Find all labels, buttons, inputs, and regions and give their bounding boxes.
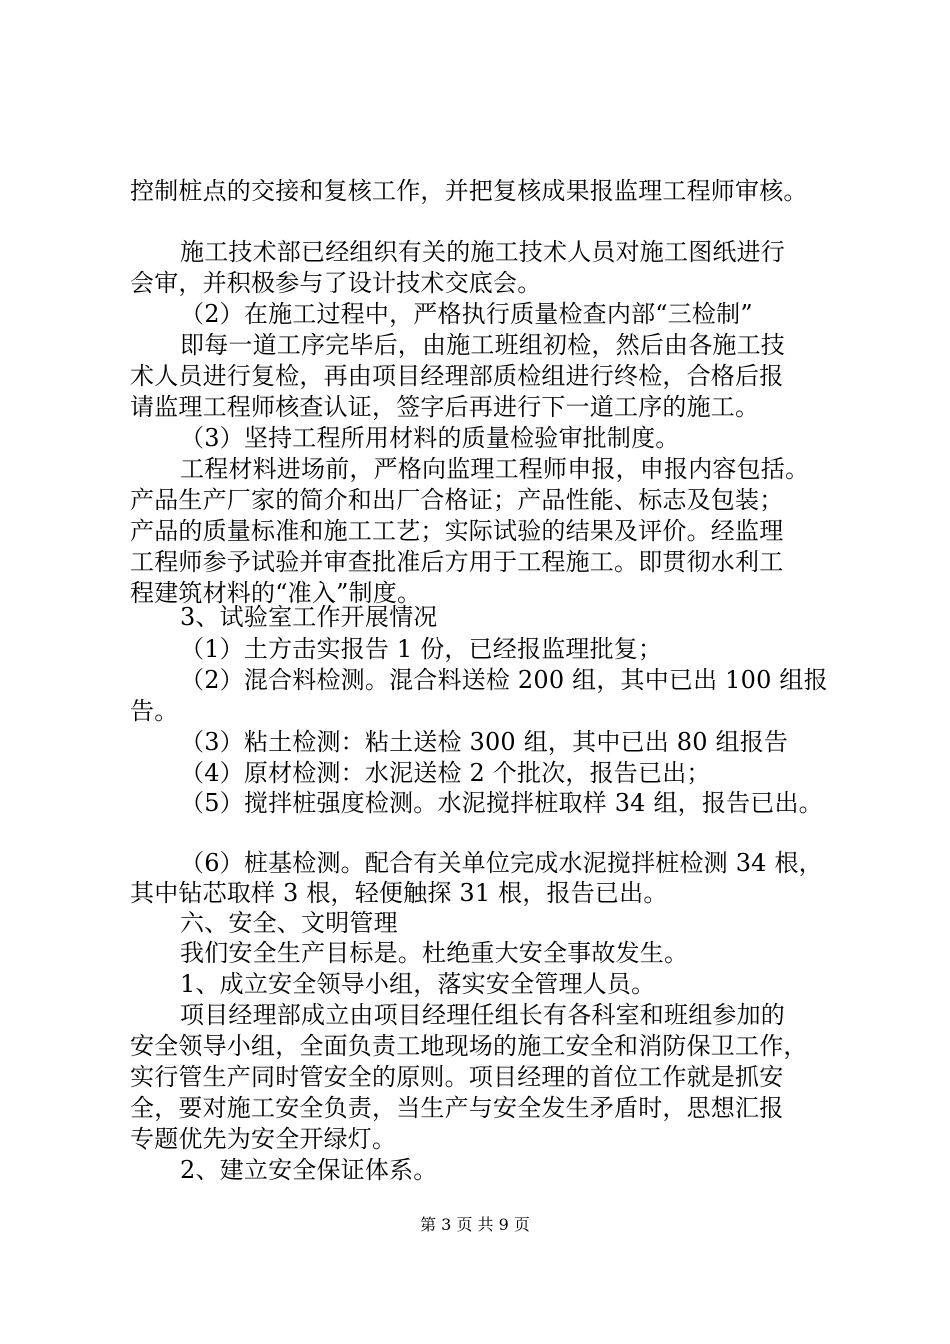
paragraph-line: 产品的质量标准和施工工艺；实际试验的结果及评价。经监理	[130, 517, 784, 545]
paragraph-line: 控制桩点的交接和复核工作，并把复核成果报监理工程师审核。	[130, 177, 808, 205]
paragraph-line: 其中钻芯取样 3 根，轻便触探 31 根，报告已出。	[130, 879, 668, 907]
list-item: （2）混合料检测。混合料送检 200 组，其中已出 100 组报	[180, 666, 828, 694]
paragraph-line: 程建筑材料的“准入”制度。	[130, 579, 422, 607]
subsection-heading: 1、成立安全领导小组，落实安全管理人员。	[180, 970, 656, 998]
list-item: （1）土方击实报告 1 份，已经报监理批复；	[180, 635, 663, 663]
paragraph-line: 工程材料进场前，严格向监理工程师申报，申报内容包括。	[180, 455, 810, 483]
paragraph-line: 工程师参予试验并审查批准后方用于工程施工。即贯彻水利工	[130, 548, 784, 576]
paragraph-line: 即每一道工序完毕后，由施工班组初检，然后由各施工技	[180, 331, 785, 359]
paragraph-line: 施工技术部已经组织有关的施工技术人员对施工图纸进行	[180, 238, 785, 266]
paragraph-line: （3）坚持工程所用材料的质量检验审批制度。	[180, 424, 680, 452]
paragraph-line: 请监理工程师核查认证，签字后再进行下一道工序的施工。	[130, 393, 760, 421]
section-heading: 六、安全、文明管理	[180, 909, 398, 937]
paragraph-line: 项目经理部成立由项目经理任组长有各科室和班组参加的	[180, 1001, 785, 1029]
section-heading: 3、试验室工作开展情况	[180, 603, 438, 631]
paragraph-line: 实行管生产同时管安全的原则。项目经理的首位工作就是抓安	[130, 1063, 784, 1091]
paragraph-line: 术人员进行复检，再由项目经理部质检组进行终检，合格后报	[130, 362, 784, 390]
list-item: （3）粘土检测：粘土送检 300 组，其中已出 80 组报告	[180, 728, 789, 756]
list-item: （6）桩基检测。配合有关单位完成水泥搅拌桩检测 34 根，	[180, 849, 823, 877]
paragraph-line: 告。	[130, 697, 179, 725]
paragraph-line: 安全领导小组，全面负责工地现场的施工安全和消防保卫工作，	[130, 1032, 808, 1060]
page-footer: 第 3 页 共 9 页	[420, 1215, 530, 1234]
paragraph-line: 产品生产厂家的简介和出厂合格证；产品性能、标志及包装；	[130, 486, 784, 514]
paragraph-line: 专题优先为安全开绿灯。	[130, 1125, 397, 1153]
paragraph-line: 我们安全生产目标是。杜绝重大安全事故发生。	[180, 939, 689, 967]
paragraph-line: 全，要对施工安全负责，当生产与安全发生矛盾时，思想汇报	[130, 1094, 784, 1122]
list-item: （4）原材检测：水泥送检 2 个批次，报告已出；	[180, 759, 711, 787]
paragraph-line: 会审，并积极参与了设计技术交底会。	[130, 269, 542, 297]
subsection-heading: 2、建立安全保证体系。	[180, 1156, 438, 1184]
list-item: （5）搅拌桩强度检测。水泥搅拌桩取样 34 组，报告已出。	[180, 789, 823, 817]
paragraph-line: （2）在施工过程中，严格执行质量检查内部“三检制”	[180, 300, 753, 328]
